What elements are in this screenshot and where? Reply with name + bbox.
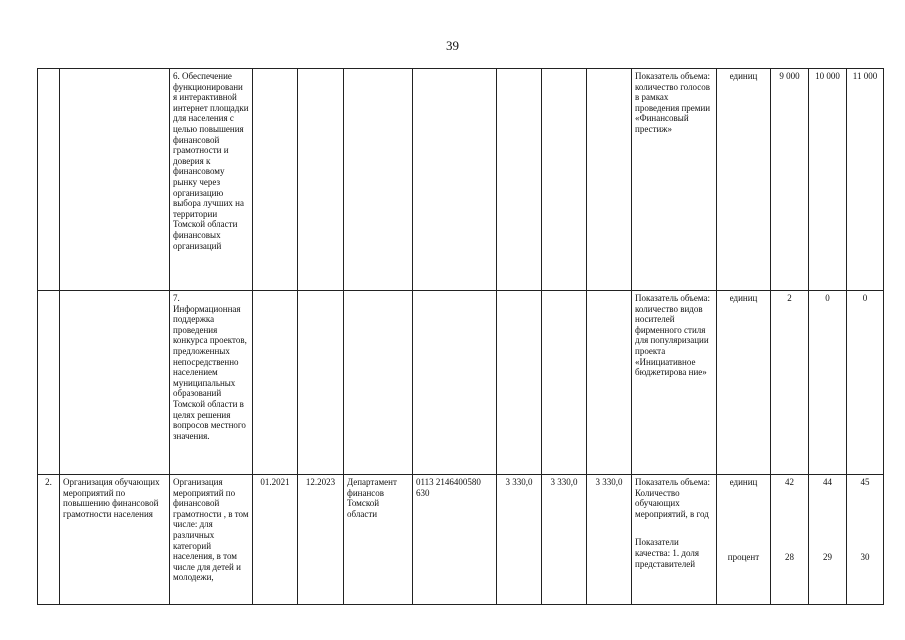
value-cell: 9 000 <box>771 69 809 291</box>
task-cell: Организация мероприятий по финансовой грамотности , в том числе: для различных категорий населения, в том числе для детей и молодежи, <box>170 475 253 605</box>
value-volume: 44 <box>823 477 832 487</box>
end-date-cell: 12.2023 <box>298 475 344 605</box>
cell-empty <box>497 291 542 475</box>
activity-name-cell: Организация обучающих мероприятий по повышению финансовой грамотности населения <box>60 475 170 605</box>
value-quality: 30 <box>860 551 870 562</box>
funding-cell: 3 330,0 <box>542 475 587 605</box>
program-table <box>37 68 884 605</box>
value-volume: 42 <box>785 477 794 487</box>
indicator-cell <box>632 475 717 605</box>
value-quality: 28 <box>785 551 794 562</box>
cell-empty <box>298 69 344 291</box>
cell-empty <box>542 291 587 475</box>
indicator-cell: Показатель объема: количество голосов в рамках проведения премии «Финансовый престиж» <box>632 69 717 291</box>
value-cell <box>771 475 809 605</box>
value-cell: 0 <box>809 291 847 475</box>
start-date-cell: 01.2021 <box>253 475 298 605</box>
row-number: 2. <box>38 475 60 605</box>
unit-cell: единиц <box>717 69 771 291</box>
unit-cell: единиц <box>717 291 771 475</box>
value-cell <box>809 475 847 605</box>
funding-cell: 3 330,0 <box>587 475 632 605</box>
cell-empty <box>253 291 298 475</box>
table-row <box>38 291 884 475</box>
value-cell: 10 000 <box>809 69 847 291</box>
value-quality: 29 <box>823 551 832 562</box>
cell-empty <box>38 291 60 475</box>
cell-empty <box>497 69 542 291</box>
cell-empty <box>344 291 413 475</box>
cell-empty <box>542 69 587 291</box>
cell-empty <box>587 69 632 291</box>
value-cell: 0 <box>847 291 884 475</box>
cell-empty <box>253 69 298 291</box>
value-cell: 11 000 <box>847 69 884 291</box>
cell-empty <box>413 69 497 291</box>
page-number: 39 <box>446 38 459 53</box>
value-volume: 45 <box>860 477 870 487</box>
cell-empty <box>587 291 632 475</box>
unit-quality: процент <box>727 551 760 562</box>
cell-empty <box>60 291 170 475</box>
indicator-cell: Показатель объема: количество видов носителей фирменного стиля для популяризации проекта «Инициативное бюджетирова ние» <box>632 291 717 475</box>
indicator-quality: Показатели качества: 1. доля представителей <box>635 537 700 569</box>
task-cell: 6. Обеспечение функционировани я интерактивной интернет площадки для населения с целью повышения финансовой грамотности и доверия к финансовому рынку через организацию выбора лучших на территории Томской области финансовых организаций <box>170 69 253 291</box>
cell-empty <box>413 291 497 475</box>
cell-empty <box>344 69 413 291</box>
table-row <box>38 475 884 605</box>
task-cell: 7. Информационная поддержка проведения конкурса проектов, предложенных непосредственно населением муниципальных образований Томской области в целях решения вопросов местного значения. <box>170 291 253 475</box>
cell-empty <box>60 69 170 291</box>
funding-cell: 3 330,0 <box>497 475 542 605</box>
value-cell: 2 <box>771 291 809 475</box>
unit-cell <box>717 475 771 605</box>
budget-code-cell: 0113 2146400580 630 <box>413 475 497 605</box>
table-row <box>38 69 884 291</box>
unit-volume: единиц <box>729 477 758 487</box>
cell-empty <box>298 291 344 475</box>
executor-cell: Департамент финансов Томской области <box>344 475 413 605</box>
value-cell <box>847 475 884 605</box>
cell-empty <box>38 69 60 291</box>
indicator-volume: Показатель объема: Количество обучающих мероприятий, в год <box>635 477 710 519</box>
